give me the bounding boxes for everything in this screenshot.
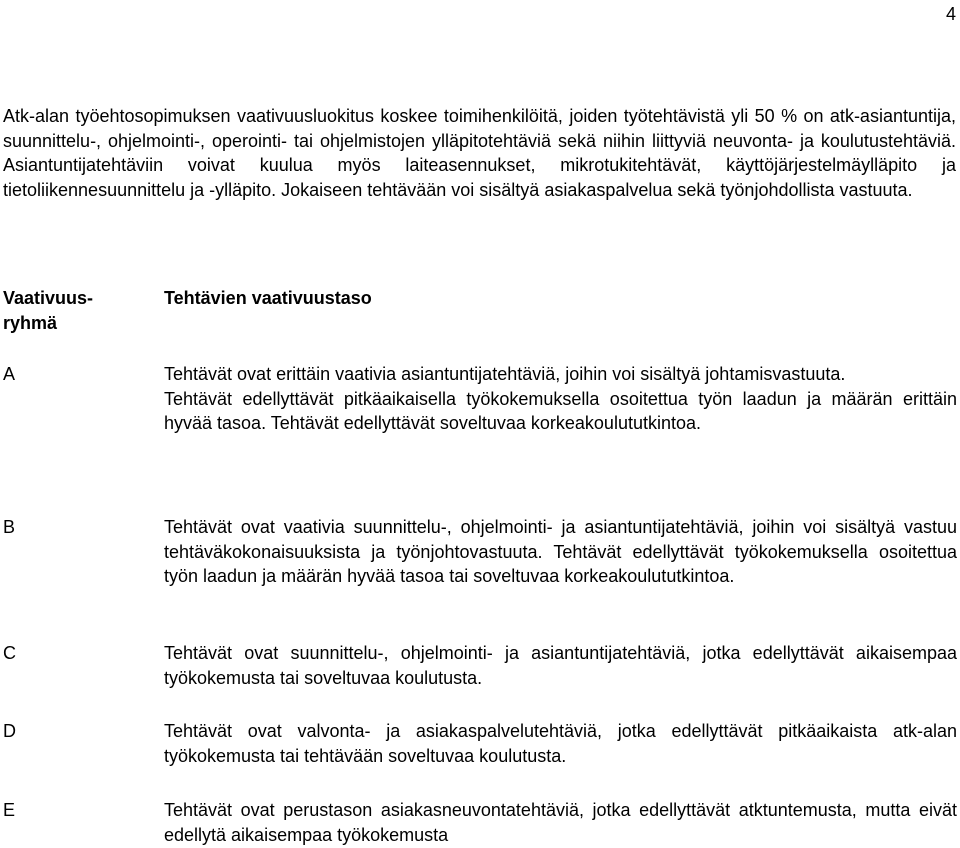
group-code: A [3, 364, 16, 384]
description-paragraph: Tehtävät edellyttävät pitkäaikaisella työkokemuksella osoitettua työn laadun ja määrän erittäin hyvää tasoa. Tehtävät edellyttävät soveltuvaa korkeakoulututkintoa. [164, 388, 957, 433]
page-number: 4 [945, 4, 956, 24]
intro-paragraph: Atk-alan työehtosopimuksen vaativuusluokitus koskee toimihenkilöitä, joiden työtehtävistä yli 50 % on atk-asiantuntija, suunnittelu-, ohjelmointi-, operointi- tai ohjelmistojen ylläpitotehtäviä sekä niihin liittyviä neuvonta- ja koulutustehtäviä. Asiantuntijatehtäviin voivat kuulua myös laiteasennukset, mikrotukitehtävät, käyttöjärjestelmäylläpito ja tietoliikennesuunnittelu ja -ylläpito. Jokaiseen tehtävään voi sisältyä asiakaspalvelua sekä työnjohdollista vastuuta. [3, 106, 956, 200]
group-description [164, 719, 957, 768]
group-description [164, 515, 957, 589]
description-paragraph: Tehtävät ovat valvonta- ja asiakaspalvelutehtäviä, jotka edellyttävät pitkäaikaista atk-alan työkokemusta tai tehtävään soveltuvaa koulutusta. [164, 721, 957, 766]
group-code: B [3, 517, 16, 537]
description-paragraph: Tehtävät ovat perustason asiakasneuvontatehtäviä, jotka edellyttävät atktuntemusta, mutta eivät edellytä aikaisempaa työkokemusta [164, 800, 957, 845]
description-paragraph: Tehtävät ovat suunnittelu-, ohjelmointi- ja asiantuntijatehtäviä, jotka edellyttävät aikaisempaa työkokemusta tai soveltuvaa koulutusta. [164, 643, 957, 688]
group-description [164, 641, 957, 690]
group-code: C [3, 643, 16, 663]
group-code: D [3, 721, 16, 741]
description-paragraph: Tehtävät ovat erittäin vaativia asiantuntijatehtäviä, joihin voi sisältyä johtamisvastuuta. [164, 364, 846, 384]
group-code: E [3, 800, 16, 820]
header-group-label: Vaativuus-ryhmä [3, 288, 94, 333]
group-description [164, 362, 957, 436]
group-description [164, 798, 957, 847]
header-level-label: Tehtävien vaativuustaso [164, 288, 372, 308]
description-paragraph: Tehtävät ovat vaativia suunnittelu-, ohjelmointi- ja asiantuntijatehtäviä, joihin voi sisältyä vastuu tehtäväkokonaisuuksista ja työnjohtovastuuta. Tehtävät edellyttävät työkokemuksella osoitettua työn laadun ja määrän hyvää tasoa tai soveltuvaa korkeakoulututkintoa. [164, 517, 957, 586]
